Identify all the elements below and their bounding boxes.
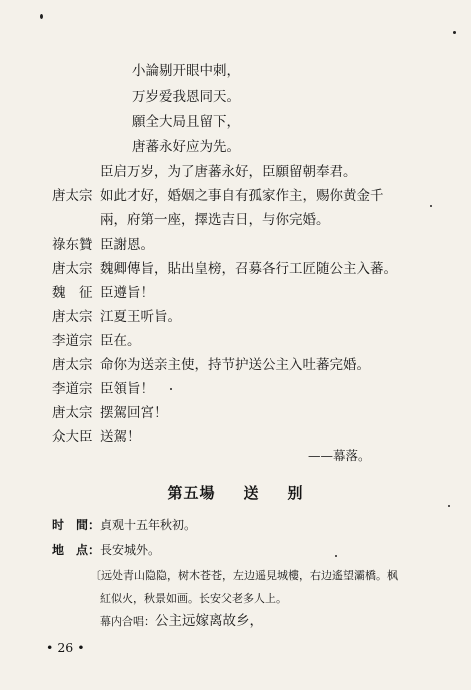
dialogue-text: 臣启万岁，为了唐蕃永好，臣願留朝奉君。 <box>100 164 357 180</box>
dialogue-text: 摆駕回宮！ <box>100 405 168 421</box>
speaker-name: 唐太宗 <box>52 188 93 204</box>
speaker-name: 唐太宗 <box>52 405 93 421</box>
dialogue-text: 臣謝恩。 <box>100 237 154 253</box>
dialogue-text: 魏卿傳旨，貼出皇榜，召募各行工匠随公主入蕃。 <box>100 261 397 277</box>
print-speck <box>453 31 456 34</box>
chorus-line <box>100 612 263 631</box>
place-line <box>52 541 160 559</box>
chorus-label: 幕内合唱： <box>100 615 155 628</box>
dialogue-text: 臣在。 <box>100 333 141 349</box>
dialogue-text: 江夏王听旨。 <box>100 309 181 325</box>
scene-title-b: 别 <box>287 484 304 502</box>
speaker-name: 众大臣 <box>52 429 93 445</box>
place-label: 地 点： <box>52 543 101 557</box>
poem-line: 万岁爱我恩同天。 <box>132 89 240 105</box>
print-speck <box>430 205 432 207</box>
dialogue-text: 命你为送亲主使，持节护送公主入吐蕃完婚。 <box>100 357 370 373</box>
poem-line: 唐蕃永好应为先。 <box>132 139 240 155</box>
time-value: 貞观十五年秋初。 <box>100 518 197 532</box>
print-speck <box>448 505 450 507</box>
speaker-name: 唐太宗 <box>52 309 93 325</box>
poem-line: 小論剔开眼中刺， <box>132 63 240 79</box>
page-number: • 26 • <box>46 640 85 655</box>
scene-number: 第五場 <box>167 484 216 502</box>
speaker-name: 魏 征 <box>52 285 93 301</box>
curtain-falls: ——幕落。 <box>308 448 371 463</box>
stage-direction-line: 紅似火，秋景如画。长安父老多人上。 <box>100 592 287 605</box>
speaker-name: 李道宗 <box>52 333 93 349</box>
speaker-name: 李道宗 <box>52 381 93 397</box>
scene-title-a: 送 <box>243 484 260 502</box>
stage-direction-line: 〔远处青山隐隐，树木苍苍，左边遥見城樓，右边遙望灞橋。枫 <box>90 569 398 582</box>
dialogue-text: 如此才好，婚姻之事自有孤家作主，赐你黄金千 <box>100 188 384 204</box>
chorus-text: 公主远嫁离故乡， <box>155 613 263 629</box>
speaker-name: 唐太宗 <box>52 261 93 277</box>
print-speck <box>170 388 172 390</box>
time-label: 时 間： <box>52 518 101 532</box>
dialogue-line <box>100 163 357 181</box>
speaker-name: 祿东贊 <box>52 237 93 253</box>
dialogue-text: 臣領旨！ <box>100 381 154 397</box>
dialogue-text: 兩，府第一座，擇选吉日，与你完婚。 <box>100 212 330 228</box>
dialogue-line <box>100 211 330 229</box>
print-speck <box>40 14 43 19</box>
place-value: 長安城外。 <box>100 543 161 557</box>
print-speck <box>335 555 337 557</box>
poem-line: 願全大局且留下， <box>132 114 240 130</box>
time-line <box>52 516 196 534</box>
dialogue-text: 臣遵旨！ <box>100 285 154 301</box>
speaker-name: 唐太宗 <box>52 357 93 373</box>
dialogue-text: 送駕！ <box>100 429 141 445</box>
scene-heading <box>0 482 471 503</box>
